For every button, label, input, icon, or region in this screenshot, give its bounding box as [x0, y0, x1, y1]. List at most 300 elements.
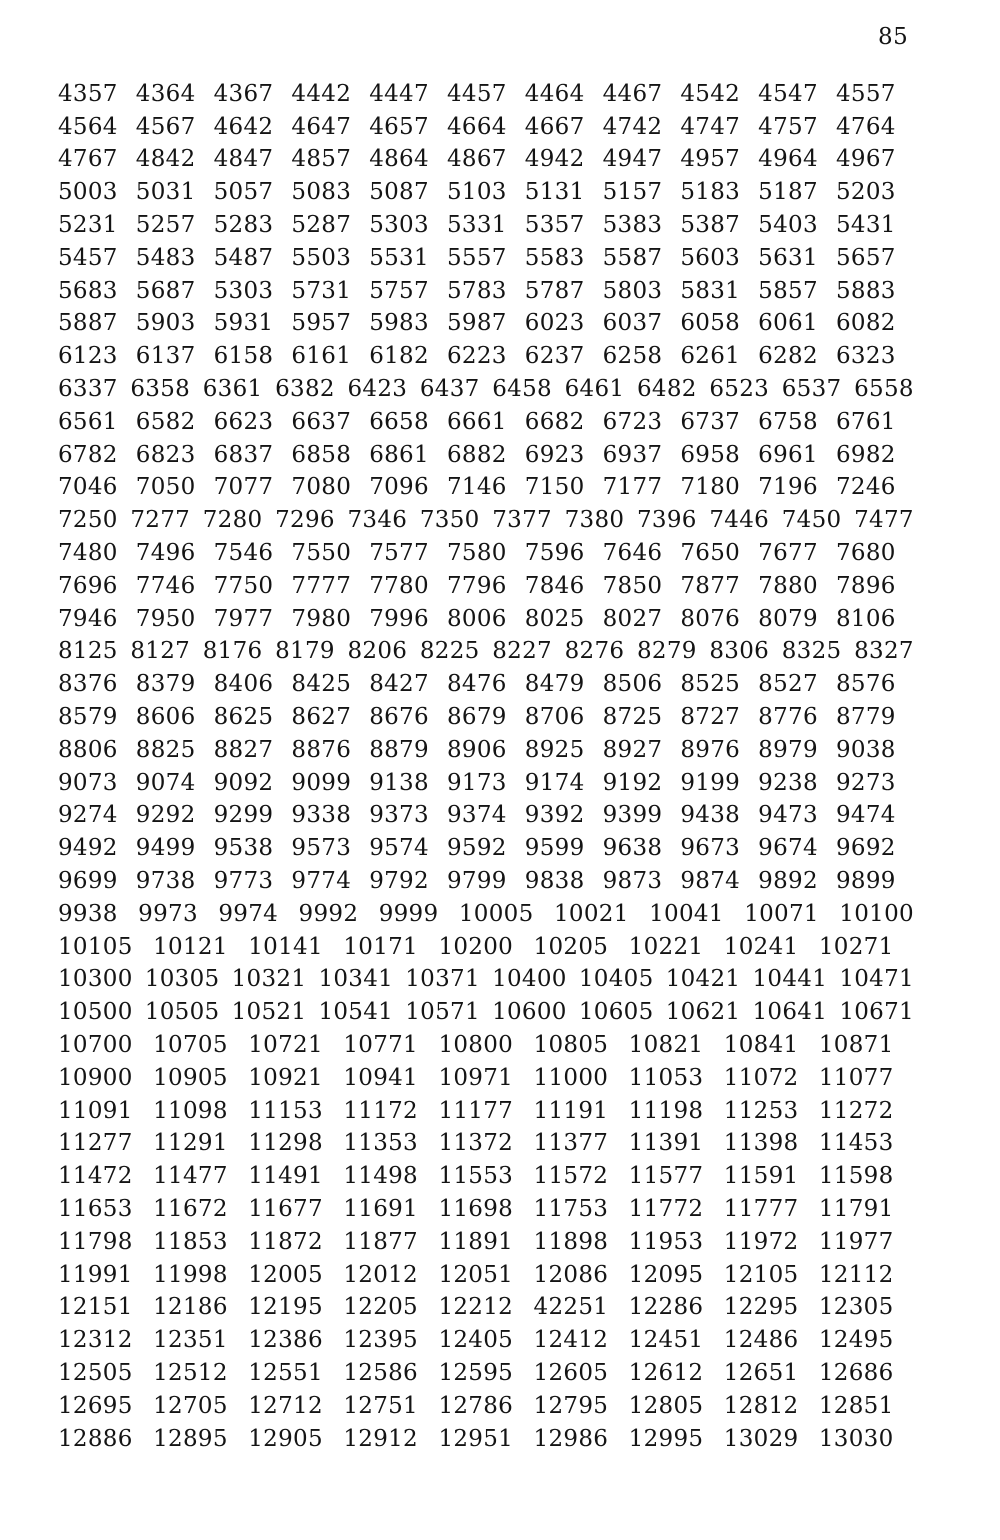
number-cell: 5603 — [680, 244, 741, 271]
number-cell: 11653 — [58, 1195, 133, 1222]
number-cell: 5903 — [135, 310, 196, 337]
number-cell: 4967 — [835, 146, 896, 173]
number-cell: 11498 — [343, 1163, 418, 1190]
number-cell: 7146 — [446, 474, 507, 501]
number-cell: 6437 — [419, 376, 480, 403]
number-cell: 6758 — [758, 408, 818, 435]
table-row — [58, 1357, 914, 1390]
number-cell: 5387 — [680, 212, 741, 239]
number-cell: 10405 — [578, 966, 654, 993]
number-cell: 6058 — [680, 310, 741, 337]
number-cell: 5731 — [291, 277, 352, 304]
number-cell: 4764 — [835, 113, 896, 140]
number-cell: 6582 — [135, 408, 196, 435]
number-cell: 9892 — [758, 868, 818, 895]
number-cell: 6658 — [369, 408, 429, 435]
table-row — [58, 373, 914, 406]
number-cell: 12151 — [58, 1294, 133, 1321]
number-cell: 11877 — [343, 1228, 418, 1255]
number-cell: 5557 — [446, 244, 507, 271]
number-cell: 11272 — [818, 1097, 894, 1124]
table-row — [58, 242, 914, 275]
number-cell: 12412 — [533, 1327, 609, 1354]
number-cell: 6923 — [524, 441, 585, 468]
number-cell: 10700 — [58, 1032, 133, 1058]
number-cell: 5657 — [835, 244, 896, 271]
number-cell: 12405 — [438, 1327, 514, 1354]
number-cell: 12695 — [58, 1392, 133, 1419]
number-cell: 6958 — [680, 441, 741, 468]
number-cell: 11091 — [58, 1097, 133, 1124]
number-cell: 7296 — [275, 507, 335, 534]
number-cell: 7050 — [135, 474, 196, 501]
number-cell: 10541 — [318, 999, 394, 1026]
number-cell: 8976 — [680, 736, 741, 763]
table-row — [58, 1324, 914, 1357]
number-cell: 5831 — [680, 277, 741, 304]
number-cell: 7477 — [854, 507, 914, 534]
number-cell: 11972 — [723, 1228, 799, 1255]
number-cell: 10300 — [58, 966, 133, 993]
number-cell: 4564 — [58, 113, 118, 140]
number-cell: 8125 — [58, 638, 118, 665]
number-cell: 8025 — [524, 605, 585, 632]
table-row — [58, 996, 914, 1029]
number-cell: 4742 — [602, 113, 663, 140]
number-cell: 12051 — [438, 1261, 514, 1288]
number-cell: 9392 — [524, 802, 585, 829]
number-cell: 9473 — [758, 802, 818, 829]
number-cell: 9399 — [602, 802, 663, 829]
number-cell: 9992 — [298, 900, 359, 927]
number-cell: 9592 — [446, 835, 507, 862]
number-cell: 12886 — [58, 1425, 133, 1452]
number-cell: 7080 — [291, 474, 352, 501]
number-cell: 9938 — [58, 900, 118, 927]
number-cell: 11891 — [438, 1228, 514, 1255]
number-cell: 12105 — [723, 1261, 799, 1288]
number-cell: 10871 — [818, 1032, 894, 1058]
number-cell: 6158 — [213, 343, 274, 370]
number-cell: 9492 — [58, 835, 118, 862]
number-cell: 11577 — [628, 1163, 704, 1190]
number-cell: 10241 — [723, 933, 799, 960]
number-cell: 10500 — [58, 999, 133, 1026]
number-cell: 7077 — [213, 474, 274, 501]
number-cell: 10100 — [839, 900, 914, 927]
number-cell: 11153 — [248, 1097, 323, 1124]
number-cell: 12851 — [818, 1392, 894, 1419]
number-cell: 8876 — [291, 736, 352, 763]
number-cell: 9599 — [524, 835, 585, 862]
number-cell: 6423 — [347, 376, 408, 403]
number-cell: 12586 — [343, 1359, 418, 1386]
number-cell: 8076 — [680, 605, 741, 632]
table-row — [58, 439, 914, 472]
table-row — [58, 1095, 914, 1128]
number-cell: 11353 — [343, 1130, 418, 1157]
number-cell: 6761 — [835, 408, 896, 435]
number-cell: 8227 — [492, 638, 552, 665]
number-cell: 9874 — [680, 868, 741, 895]
number-cell: 11098 — [153, 1097, 228, 1124]
table-row — [58, 1128, 914, 1161]
number-cell: 12495 — [818, 1327, 894, 1354]
number-cell: 6982 — [835, 441, 896, 468]
number-cell: 5431 — [835, 212, 896, 239]
number-cell: 8006 — [446, 605, 507, 632]
table-row — [58, 603, 914, 636]
number-cell: 7780 — [369, 572, 429, 599]
number-cell: 6937 — [602, 441, 663, 468]
number-cell: 8676 — [369, 704, 429, 731]
number-cell: 10200 — [438, 933, 514, 960]
number-cell: 7350 — [419, 507, 480, 534]
number-cell: 9274 — [58, 802, 118, 829]
number-cell: 6682 — [524, 408, 585, 435]
number-cell: 5757 — [369, 277, 429, 304]
number-cell: 8327 — [854, 638, 914, 665]
number-cell: 7650 — [680, 540, 741, 567]
number-cell: 12486 — [723, 1327, 799, 1354]
number-cell: 10371 — [405, 966, 480, 993]
number-cell: 6861 — [369, 441, 429, 468]
table-row — [58, 472, 914, 505]
number-cell: 7377 — [492, 507, 552, 534]
table-row — [58, 1423, 914, 1456]
number-cell: 5203 — [835, 179, 896, 206]
number-cell: 5187 — [758, 179, 818, 206]
number-cell: 11998 — [153, 1261, 228, 1288]
number-cell: 5257 — [135, 212, 196, 239]
number-cell: 8906 — [446, 736, 507, 763]
number-cell: 6061 — [758, 310, 818, 337]
number-cell: 8727 — [680, 704, 741, 731]
number-cell: 7850 — [602, 572, 663, 599]
number-cell: 6382 — [275, 376, 335, 403]
number-cell: 5803 — [602, 277, 663, 304]
number-cell: 8927 — [602, 736, 663, 763]
number-cell: 11698 — [438, 1195, 514, 1222]
number-cell: 5157 — [602, 179, 663, 206]
number-cell: 7096 — [369, 474, 429, 501]
number-cell: 7480 — [58, 540, 118, 567]
number-cell: 4857 — [291, 146, 352, 173]
number-cell: 4357 — [58, 80, 118, 107]
number-cell: 9373 — [369, 802, 429, 829]
number-cell: 10471 — [839, 966, 914, 993]
number-cell: 5357 — [524, 212, 585, 239]
number-cell: 11772 — [628, 1195, 704, 1222]
number-cell: 7846 — [524, 572, 585, 599]
number-cell: 7680 — [835, 540, 896, 567]
number-cell: 9299 — [213, 802, 274, 829]
number-cell: 11977 — [818, 1228, 894, 1255]
number-cell: 9699 — [58, 868, 118, 895]
number-cell: 5587 — [602, 244, 663, 271]
number-cell: 11253 — [723, 1097, 799, 1124]
number-cell: 10805 — [533, 1032, 609, 1058]
number-cell: 9474 — [835, 802, 896, 829]
table-row — [58, 111, 914, 144]
number-cell: 6858 — [291, 441, 352, 468]
table-row — [58, 668, 914, 701]
table-row — [58, 832, 914, 865]
number-cell: 12986 — [533, 1425, 609, 1452]
number-cell: 5503 — [291, 244, 352, 271]
table-row — [58, 701, 914, 734]
number-cell: 12351 — [153, 1327, 228, 1354]
number-cell: 6337 — [58, 376, 118, 403]
number-cell: 8625 — [213, 704, 274, 731]
number-cell: 10205 — [533, 933, 609, 960]
number-cell: 7446 — [709, 507, 770, 534]
number-cell: 8825 — [135, 736, 196, 763]
number-cell: 4657 — [369, 113, 429, 140]
number-cell: 11853 — [153, 1228, 228, 1255]
number-cell: 8579 — [58, 704, 118, 731]
number-cell: 11477 — [153, 1163, 228, 1190]
number-cell: 7280 — [202, 507, 263, 534]
table-row — [58, 1062, 914, 1095]
number-cell: 12086 — [533, 1261, 609, 1288]
number-cell: 6261 — [680, 343, 741, 370]
number-cell: 8525 — [680, 671, 741, 698]
number-cell: 8606 — [135, 704, 196, 731]
table-row — [58, 406, 914, 439]
number-cell: 11798 — [58, 1228, 133, 1255]
table-row — [58, 964, 914, 997]
number-cell: 6082 — [835, 310, 896, 337]
number-cell: 9038 — [835, 736, 896, 763]
table-row — [58, 1193, 914, 1226]
number-cell: 6137 — [135, 343, 196, 370]
number-cell: 11372 — [438, 1130, 514, 1157]
table-row — [58, 1029, 914, 1062]
number-cell: 11291 — [153, 1130, 228, 1157]
number-cell: 7746 — [135, 572, 196, 599]
number-cell: 6637 — [291, 408, 352, 435]
number-cell: 10441 — [752, 966, 828, 993]
number-cell: 12705 — [153, 1392, 228, 1419]
number-cell: 12012 — [343, 1261, 418, 1288]
number-cell: 4464 — [524, 80, 585, 107]
number-cell: 4547 — [758, 80, 818, 107]
number-cell: 5987 — [446, 310, 507, 337]
number-cell: 6737 — [680, 408, 741, 435]
number-cell: 7777 — [291, 572, 352, 599]
number-cell: 4942 — [524, 146, 585, 173]
number-cell: 11453 — [818, 1130, 894, 1157]
number-cell: 5183 — [680, 179, 741, 206]
number-cell: 7896 — [835, 572, 896, 599]
number-cell: 5931 — [213, 310, 274, 337]
number-cell: 11472 — [58, 1163, 133, 1190]
number-cell: 10271 — [818, 933, 894, 960]
number-cell: 4364 — [135, 80, 196, 107]
number-cell: 5057 — [213, 179, 274, 206]
number-cell: 8506 — [602, 671, 663, 698]
number-cell: 11677 — [248, 1195, 323, 1222]
number-cell: 9974 — [218, 900, 279, 927]
number-cell: 8225 — [419, 638, 480, 665]
number-cell: 9999 — [378, 900, 439, 927]
number-cell: 12686 — [818, 1359, 894, 1386]
number-cell: 4747 — [680, 113, 741, 140]
number-cell: 10321 — [231, 966, 307, 993]
number-cell: 9838 — [524, 868, 585, 895]
number-cell: 10941 — [343, 1064, 418, 1091]
number-cell: 7250 — [58, 507, 118, 534]
number-cell: 7596 — [524, 540, 585, 567]
number-cell: 4647 — [291, 113, 352, 140]
number-cell: 5483 — [135, 244, 196, 271]
number-cell: 5683 — [58, 277, 118, 304]
number-cell: 5103 — [446, 179, 507, 206]
number-cell: 12786 — [438, 1392, 514, 1419]
table-row — [58, 865, 914, 898]
number-cell: 9138 — [369, 769, 429, 796]
number-cell: 5783 — [446, 277, 507, 304]
number-cell: 4957 — [680, 146, 741, 173]
number-cell: 8106 — [835, 605, 896, 632]
number-cell: 12095 — [628, 1261, 704, 1288]
number-cell: 7150 — [524, 474, 585, 501]
number-cell: 8725 — [602, 704, 663, 731]
number-cell: 4842 — [135, 146, 196, 173]
number-cell: 4557 — [835, 80, 896, 107]
number-cell: 12312 — [58, 1327, 133, 1354]
number-cell: 7877 — [680, 572, 741, 599]
number-cell: 11991 — [58, 1261, 133, 1288]
number-cell: 11391 — [628, 1130, 704, 1157]
number-cell: 9538 — [213, 835, 274, 862]
number-cell: 9574 — [369, 835, 429, 862]
number-cell: 7696 — [58, 572, 118, 599]
number-cell: 4367 — [213, 80, 274, 107]
number-cell: 5031 — [135, 179, 196, 206]
number-cell: 6282 — [758, 343, 818, 370]
table-row — [58, 78, 914, 111]
number-cell: 9238 — [758, 769, 818, 796]
number-cell: 11277 — [58, 1130, 133, 1157]
number-cell: 11177 — [438, 1097, 514, 1124]
number-cell: 10841 — [723, 1032, 799, 1058]
number-cell: 10221 — [628, 933, 704, 960]
number-cell: 9173 — [446, 769, 507, 796]
number-cell: 4447 — [369, 80, 429, 107]
number-cell: 8776 — [758, 704, 818, 731]
table-row — [58, 340, 914, 373]
number-cell: 8979 — [758, 736, 818, 763]
number-cell: 6023 — [524, 310, 585, 337]
number-cell: 5287 — [291, 212, 352, 239]
table-row — [58, 636, 914, 669]
number-cell: 6258 — [602, 343, 663, 370]
number-cell: 5087 — [369, 179, 429, 206]
table-row — [58, 931, 914, 964]
number-cell: 8279 — [637, 638, 697, 665]
number-cell: 10705 — [153, 1032, 228, 1058]
number-cell: 11077 — [818, 1064, 894, 1091]
number-cell: 8127 — [130, 638, 191, 665]
number-cell: 9873 — [602, 868, 663, 895]
number-cell: 10071 — [744, 900, 819, 927]
number-cell: 5787 — [524, 277, 585, 304]
number-table — [58, 78, 914, 1455]
number-cell: 12286 — [628, 1294, 704, 1321]
number-cell: 6358 — [130, 376, 191, 403]
table-row — [58, 1390, 914, 1423]
table-row — [58, 275, 914, 308]
table-row — [58, 308, 914, 341]
table-row — [58, 537, 914, 570]
number-cell: 11898 — [533, 1228, 609, 1255]
number-cell: 9099 — [291, 769, 352, 796]
number-cell: 11777 — [723, 1195, 799, 1222]
number-cell: 6482 — [637, 376, 697, 403]
number-cell: 4642 — [213, 113, 274, 140]
number-cell: 12451 — [628, 1327, 704, 1354]
number-cell: 7577 — [369, 540, 429, 567]
number-cell: 4864 — [369, 146, 429, 173]
number-cell: 10021 — [553, 900, 629, 927]
number-cell: 6161 — [291, 343, 352, 370]
number-cell: 6558 — [854, 376, 914, 403]
number-cell: 4664 — [446, 113, 507, 140]
number-cell: 7996 — [369, 605, 429, 632]
number-cell: 8379 — [135, 671, 196, 698]
number-cell: 12112 — [818, 1261, 894, 1288]
table-row — [58, 1226, 914, 1259]
number-cell: 5331 — [446, 212, 507, 239]
number-cell: 9573 — [291, 835, 352, 862]
number-cell: 12195 — [248, 1294, 323, 1321]
number-cell: 7750 — [213, 572, 274, 599]
number-cell: 11598 — [818, 1163, 894, 1190]
number-cell: 9092 — [213, 769, 274, 796]
number-cell: 6882 — [446, 441, 507, 468]
number-cell: 8079 — [758, 605, 818, 632]
number-cell: 8206 — [347, 638, 408, 665]
number-cell: 6458 — [492, 376, 552, 403]
table-row — [58, 504, 914, 537]
number-cell: 7550 — [291, 540, 352, 567]
number-cell: 10400 — [492, 966, 567, 993]
number-cell: 12295 — [723, 1294, 799, 1321]
number-cell: 8925 — [524, 736, 585, 763]
number-cell: 5631 — [758, 244, 818, 271]
number-cell: 6623 — [213, 408, 274, 435]
number-cell: 11377 — [533, 1130, 609, 1157]
number-cell: 7496 — [135, 540, 196, 567]
number-cell: 5403 — [758, 212, 818, 239]
number-cell: 9438 — [680, 802, 741, 829]
table-row — [58, 767, 914, 800]
number-cell: 8576 — [835, 671, 896, 698]
number-cell: 11191 — [533, 1097, 609, 1124]
number-cell: 10721 — [248, 1032, 323, 1058]
number-cell: 11672 — [153, 1195, 228, 1222]
table-row — [58, 800, 914, 833]
table-row — [58, 209, 914, 242]
number-cell: 4847 — [213, 146, 274, 173]
number-cell: 6461 — [564, 376, 625, 403]
number-cell: 6182 — [369, 343, 429, 370]
number-cell: 7196 — [758, 474, 818, 501]
number-cell: 6837 — [213, 441, 274, 468]
number-cell: 9899 — [835, 868, 896, 895]
